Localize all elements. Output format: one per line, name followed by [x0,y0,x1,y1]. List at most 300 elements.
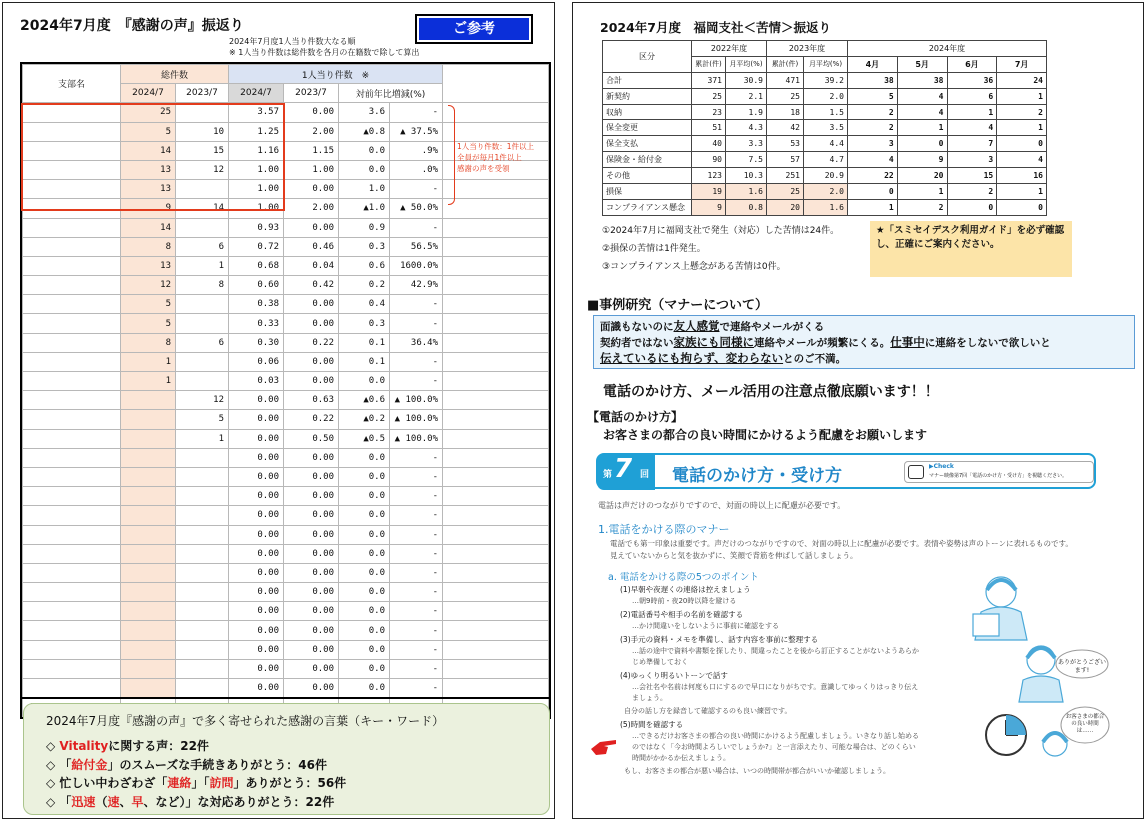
value-cell [176,372,229,391]
value-cell: 6 [176,333,229,352]
branch-cell [23,256,121,275]
value-cell: 0.22 [284,333,339,352]
table-row [23,467,549,486]
branch-cell [23,659,121,678]
value-cell: 0.00 [284,295,339,314]
value-cell: 7.5 [726,152,767,168]
value-cell: 0.8 [726,199,767,215]
blank-cell [443,218,549,237]
header-cum-2022: 累計(件) [692,56,726,72]
value-cell: 0.00 [284,563,339,582]
right-page [572,2,1144,819]
table-row [23,237,549,256]
blank-cell [443,122,549,141]
value-cell: - [390,640,443,659]
blank-cell [443,391,549,410]
value-cell: 25 [692,88,726,104]
value-cell [176,602,229,621]
value-cell: - [390,563,443,582]
value-cell [176,679,229,698]
value-cell: 38 [897,72,947,88]
value-cell: 0.00 [229,448,284,467]
value-cell: 0.9 [339,218,390,237]
value-cell: - [390,218,443,237]
blank-cell [443,679,549,698]
value-cell [121,563,176,582]
table-row [603,152,1047,168]
value-cell [176,352,229,371]
branch-cell [23,563,121,582]
value-cell: 1 [848,199,898,215]
header-blank [443,65,549,103]
value-cell: 2 [897,199,947,215]
value-cell: 42.9% [390,276,443,295]
value-cell: 0.00 [284,659,339,678]
value-cell: 2.0 [804,88,848,104]
value-cell [176,640,229,659]
value-cell: ▲ 100.0% [390,410,443,429]
value-cell: 0.0 [339,448,390,467]
value-cell: 0.0 [339,544,390,563]
value-cell: 5 [121,314,176,333]
value-cell: 12 [121,276,176,295]
value-cell: 4.4 [804,136,848,152]
value-cell: - [390,448,443,467]
blank-cell [443,640,549,659]
branch-cell [23,218,121,237]
category-cell: 保全変更 [603,120,692,136]
value-cell: 1.00 [229,199,284,218]
bubble-2-text: お客さまの都合の良い時間は…… [1065,714,1105,734]
table-row [23,563,549,582]
value-cell: 4 [848,152,898,168]
value-cell: 12 [176,391,229,410]
keyword-item: ◇ 「給付金」のスムーズな手続きありがとう：46件 [46,757,327,772]
header-total-2024: 2024/7 [121,84,176,103]
table-row [603,199,1047,215]
headline: 電話のかけ方、メール活用の注意点徹底願います！！ [603,384,939,400]
value-cell: 2 [848,120,898,136]
table-row [23,199,549,218]
header-fy2023: 2023年度 [767,41,848,57]
case-box: 面識もないのに友人感覚で連絡やメールがくる 契約者ではない家族にも同様に連絡やメールが頻繁にくる。仕事中に連絡をしないで欲しいと 伝えているにも拘らず、変わらないとのご不満。 [593,315,1135,369]
point-heading: (5)時間を確認する [620,720,684,729]
branch-cell [23,295,121,314]
blank-cell [443,621,549,640]
branch-cell [23,333,121,352]
value-cell: 23 [692,104,726,120]
value-cell: 1.9 [726,104,767,120]
point-text: もし、お客さまの都合が悪い場合は、いつの時間帯が都合がいいか確認しましょう。 [624,767,890,775]
blank-cell [443,659,549,678]
blank-cell [443,237,549,256]
value-cell: - [390,314,443,333]
value-cell: 0.0 [339,659,390,678]
value-cell [121,621,176,640]
lesson-title: 電話のかけ方・受け方 [672,466,842,486]
header-branch: 支部名 [23,65,121,103]
branch-cell [23,180,121,199]
header-jun: 6月 [947,56,997,72]
value-cell [121,487,176,506]
value-cell: 0.00 [284,583,339,602]
operator-3 [1043,732,1067,756]
pointing-hand-icon [590,737,618,757]
header-per-person: 1人当り件数 ※ [229,65,443,84]
value-cell: 0.00 [284,218,339,237]
branch-cell [23,602,121,621]
value-cell: - [390,544,443,563]
value-cell: 15 [947,168,997,184]
value-cell [121,525,176,544]
table-row [23,295,549,314]
table-row [23,448,549,467]
branch-cell [23,391,121,410]
value-cell: 10.3 [726,168,767,184]
table-row [603,104,1047,120]
value-cell: 0.68 [229,256,284,275]
value-cell: 0.00 [284,103,339,122]
value-cell: 0 [848,184,898,200]
table-row [23,679,549,698]
branch-cell [23,352,121,371]
value-cell: 1 [947,104,997,120]
blank-cell [443,103,549,122]
value-cell [176,544,229,563]
value-cell: 1.00 [229,180,284,199]
keyword-box [23,703,550,815]
value-cell: 20 [897,168,947,184]
value-cell: 0.22 [284,410,339,429]
value-cell: 0.42 [284,276,339,295]
value-cell [121,410,176,429]
header-cum-2023: 累計(件) [767,56,804,72]
guide-box: ★「スミセイデスク利用ガイド」を必ず確認し、正確にご案内ください。 [870,221,1072,277]
table-row [23,621,549,640]
value-cell: 20.9 [804,168,848,184]
table-row [23,333,549,352]
branch-cell [23,679,121,698]
keyword-item: ◇ 「迅速（速、早、など）」な対応ありがとう：22件 [46,794,335,809]
value-cell: 5 [176,410,229,429]
value-cell: 8 [176,276,229,295]
value-cell: ▲0.5 [339,429,390,448]
value-cell: 40 [692,136,726,152]
value-cell: 0.0 [339,506,390,525]
value-cell: 13 [121,160,176,179]
header-avg-2022: 月平均(%) [726,56,767,72]
value-cell: 1 [121,352,176,371]
table-row [23,659,549,678]
value-cell: 1.25 [229,122,284,141]
value-cell: 19 [692,184,726,200]
value-cell: 0 [947,199,997,215]
table-row [23,640,549,659]
value-cell: 0.00 [284,679,339,698]
value-cell: 4.3 [726,120,767,136]
category-cell: 保全支払 [603,136,692,152]
value-cell: 1.6 [726,184,767,200]
value-cell: 0.03 [229,372,284,391]
header-avg-2023: 月平均(%) [804,56,848,72]
blank-cell [443,583,549,602]
value-cell [121,506,176,525]
branch-cell [23,544,121,563]
value-cell: 20 [767,199,804,215]
value-cell [176,506,229,525]
value-cell: 24 [997,72,1047,88]
header-jul: 7月 [997,56,1047,72]
table-row [23,218,549,237]
value-cell [176,295,229,314]
point-heading: (3)手元の資料・メモを準備し、話す内容を事前に整理する [620,635,819,644]
value-cell: 1.00 [229,160,284,179]
blank-cell [443,333,549,352]
value-cell: 3.6 [339,103,390,122]
value-cell: 0.0 [339,525,390,544]
section-1-text: 電話でも第一印象は重要です。声だけのつながりですので、対面の時以上に配慮が必要です。表情や姿勢は声のトーンに表れるものです。見えていないからと気を抜かずに、笑顔で背筋を伸ばして話しましょう。 [610,539,1073,560]
value-cell: 1.16 [229,141,284,160]
value-cell: 0.00 [284,352,339,371]
header-total-2023: 2023/7 [176,84,229,103]
header-pp-2024: 2024/7 [229,84,284,103]
category-cell: 合計 [603,72,692,88]
point-text: …会社名や名前は何度も口にするので早口になりがちです。意識してゆっくりはっきり伝えましょう。 [632,683,919,702]
bubble-1-text: ありがとうございます! [1057,659,1106,674]
branch-cell [23,448,121,467]
value-cell: 0.60 [229,276,284,295]
value-cell: 4 [897,104,947,120]
value-cell: 9 [897,152,947,168]
value-cell: 3 [947,152,997,168]
section-1: 1.電話をかける際のマナー [598,523,730,536]
value-cell: 1 [176,256,229,275]
table-row [23,256,549,275]
branch-cell [23,506,121,525]
value-cell [121,391,176,410]
note-3: ③コンプライアンス上懸念がある苦情は0件。 [602,262,786,272]
branch-cell [23,640,121,659]
branch-cell [23,314,121,333]
value-cell: 16 [997,168,1047,184]
point-heading: (1)早朝や夜遅くの連絡は控えましょう [620,585,751,594]
value-cell [176,180,229,199]
blank-cell [443,314,549,333]
blank-cell [443,544,549,563]
value-cell: 18 [767,104,804,120]
value-cell: 90 [692,152,726,168]
value-cell: 0.00 [229,487,284,506]
blank-cell [443,467,549,486]
blank-cell [443,563,549,582]
value-cell: 0.72 [229,237,284,256]
value-cell: 0.06 [229,352,284,371]
value-cell: 0.00 [229,391,284,410]
value-cell: 0.0 [339,602,390,621]
value-cell: 1 [997,184,1047,200]
value-cell: 1 [176,429,229,448]
reference-button[interactable]: ご参考 [415,14,533,44]
value-cell: 38 [848,72,898,88]
keyword-title: 2024年7月度『感謝の声』で多く寄せられた感謝の言葉（キー・ワード） [46,714,445,728]
value-cell: 0.6 [339,256,390,275]
value-cell: 0.50 [284,429,339,448]
blank-cell [443,276,549,295]
value-cell [176,314,229,333]
value-cell: - [390,103,443,122]
table-row [23,180,549,199]
category-cell: 収納 [603,104,692,120]
category-cell: 保険金・給付金 [603,152,692,168]
check-box: ▶Check マナー映像第7回「電話のかけ方・受け方」を視聴ください。 [904,461,1094,483]
value-cell: 15 [176,141,229,160]
table-row [23,525,549,544]
left-page [2,2,555,819]
value-cell: 0.00 [284,467,339,486]
value-cell: 0.33 [229,314,284,333]
value-cell: 42 [767,120,804,136]
value-cell: 57 [767,152,804,168]
value-cell: 7 [947,136,997,152]
value-cell: 0.00 [229,602,284,621]
blank-cell [443,199,549,218]
header-fy2022: 2022年度 [692,41,767,57]
branch-cell [23,237,121,256]
value-cell: 13 [121,256,176,275]
value-cell: 0.00 [284,487,339,506]
branch-cell [23,583,121,602]
value-cell: ▲ 100.0% [390,391,443,410]
sub-a: a. 電話をかける際の5つのポイント [608,572,759,583]
table-row [603,72,1047,88]
value-cell: 1600.0% [390,256,443,275]
value-cell: - [390,295,443,314]
value-cell: 2.00 [284,122,339,141]
header-may: 5月 [897,56,947,72]
value-cell: 0.00 [229,506,284,525]
value-cell [121,659,176,678]
table-row [603,168,1047,184]
category-cell: 新契約 [603,88,692,104]
phone-heading: 【電話のかけ方】 [587,410,684,424]
value-cell: 0 [997,136,1047,152]
value-cell: 22 [848,168,898,184]
value-cell: 0.00 [229,563,284,582]
value-cell: 36 [947,72,997,88]
value-cell: - [390,352,443,371]
lesson-banner [596,453,1096,489]
value-cell: .9% [390,141,443,160]
value-cell: 471 [767,72,804,88]
blank-cell [443,352,549,371]
value-cell: - [390,180,443,199]
value-cell: ▲ 100.0% [390,429,443,448]
value-cell: 0.4 [339,295,390,314]
value-cell: 0.0 [339,583,390,602]
value-cell: 1 [997,88,1047,104]
operator-1 [973,577,1027,640]
value-cell: 0.3 [339,314,390,333]
value-cell: 4.7 [804,152,848,168]
value-cell: - [390,506,443,525]
value-cell: 0.30 [229,333,284,352]
lesson-badge: 第 7 回 [597,454,655,490]
keyword-item: ◇ 忙しい中わざわざ「連絡」「訪問」ありがとう：56件 [46,776,347,790]
value-cell: 0.00 [284,448,339,467]
value-cell: 4 [947,120,997,136]
value-cell: 6 [176,237,229,256]
value-cell: 2.0 [804,184,848,200]
value-cell: ▲1.0 [339,199,390,218]
value-cell: 0 [997,199,1047,215]
header-apr: 4月 [848,56,898,72]
branch-cell [23,429,121,448]
value-cell [121,583,176,602]
value-cell: - [390,679,443,698]
value-cell: 25 [767,88,804,104]
value-cell: 14 [121,218,176,237]
value-cell: 9 [121,199,176,218]
value-cell: 0.00 [229,583,284,602]
value-cell: 3.57 [229,103,284,122]
value-cell: 0.00 [284,544,339,563]
table-row [603,88,1047,104]
video-icon [908,465,924,479]
blank-cell [443,372,549,391]
value-cell: 0.0 [339,467,390,486]
value-cell: 0.00 [229,525,284,544]
value-cell: 56.5% [390,237,443,256]
value-cell [176,487,229,506]
value-cell: 0.93 [229,218,284,237]
value-cell: 1 [897,120,947,136]
category-cell: 損保 [603,184,692,200]
left-title: 2024年7月度 『感謝の声』振返り [20,18,244,34]
right-title: 2024年7月度 福岡支社＜苦情＞振返り [600,20,831,35]
value-cell: 0.00 [229,544,284,563]
value-cell: 53 [767,136,804,152]
category-cell: その他 [603,168,692,184]
value-cell: 12 [176,160,229,179]
value-cell: 0.00 [229,467,284,486]
value-cell: 2.1 [726,88,767,104]
blank-cell [443,429,549,448]
case-title: ■事例研究（マナーについて） [587,298,769,313]
value-cell [176,525,229,544]
category-cell: コンプライアンス懸念 [603,199,692,215]
intro-text: 電話は声だけのつながりですので、対面の時以上に配慮が必要です。 [598,501,846,510]
value-cell: 0.0 [339,621,390,640]
branch-cell [23,487,121,506]
blank-cell [443,295,549,314]
blank-cell [443,602,549,621]
value-cell: 0.0 [339,640,390,659]
branch-cell [23,410,121,429]
table-row [23,506,549,525]
value-cell [176,467,229,486]
value-cell: 0.0 [339,487,390,506]
branch-cell [23,621,121,640]
value-cell: 25 [767,184,804,200]
branch-cell [23,372,121,391]
value-cell: 14 [176,199,229,218]
branch-cell [23,122,121,141]
blank-cell [443,410,549,429]
value-cell: 0.0 [339,160,390,179]
value-cell: 1.6 [804,199,848,215]
header-yoy: 対前年比増減(%) [339,84,443,103]
branch-cell [23,160,121,179]
